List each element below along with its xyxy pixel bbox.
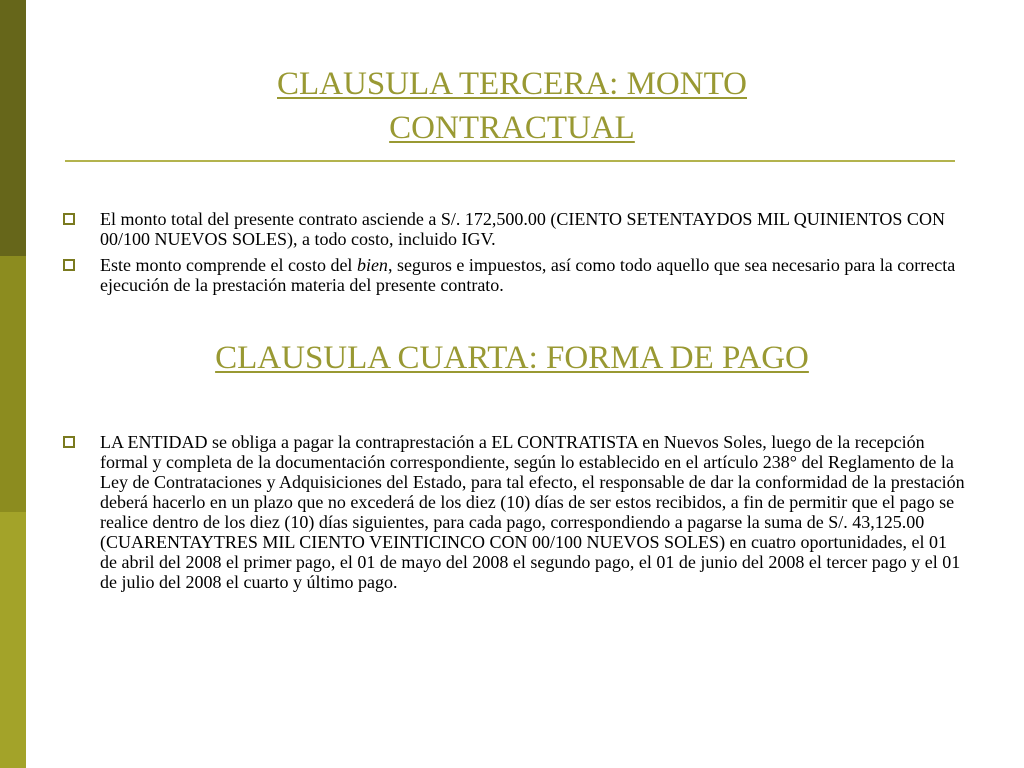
bullet-text-forma-de-pago: LA ENTIDAD se obliga a pagar la contraprestación a EL CONTRATISTA en Nuevos Soles, luego de la recepción formal y completa de la documentación correspondiente, según lo establecido en el artículo 238° del Reglamento de la Ley de Contrataciones y Adquisiciones del Estado, para tal efecto, el responsable de dar la conformidad de la prestación deberá hacerlo en un plazo que no excederá de los diez (10) días de ser estos recibidos, a fin de permitir que el pago se realice dentro de los diez (10) días siguientes, para cada pago, correspondiendo a pagarse la suma de S/. 43,125.00 (CUARENTAYTRES MIL CIENTO VEINTICINCO CON 00/100 NUEVOS SOLES) en cuatro oportunidades, el 01 de abril del 2008 el primer pago, el 01 de mayo del 2008 el segundo pago, el 01 de junio del 2008 el tercer pago y el 01 de julio del 2008 el cuarto y último pago.: [100, 432, 965, 592]
title-line-1: CLAUSULA TERCERA: MONTO: [277, 66, 747, 102]
title-line-2: CONTRACTUAL: [389, 110, 635, 146]
left-accent-bar-middle: [0, 256, 26, 512]
section-title-tercera: [200, 62, 824, 150]
bullet-text-monto-comprende-start: Este monto comprende el costo del: [100, 255, 357, 275]
square-bullet-icon: [63, 436, 75, 448]
bullet-text-monto-comprende-end: , seguros e impuestos, así como todo aquello que sea necesario para la correcta ejecución de la prestación materia del presente contrato.: [100, 255, 956, 295]
square-bullet-icon: [63, 213, 75, 225]
bullet-text-bien-italic: bien: [356, 255, 388, 275]
left-accent-bar-bottom: [0, 512, 26, 768]
bullet-text-monto-total: El monto total del presente contrato asciende a S/. 172,500.00 (CIENTO SETENTAYDOS MIL QUINIENTOS CON 00/100 NUEVOS SOLES), a todo costo, incluido IGV.: [100, 209, 945, 249]
list-item: [62, 209, 967, 249]
bullet-list-tercera: [62, 209, 967, 301]
section-title-cuarta: CLAUSULA CUARTA: FORMA DE PAGO: [215, 340, 809, 376]
title-divider: [65, 160, 955, 162]
square-bullet-icon: [63, 259, 75, 271]
bullet-list-cuarta: [62, 432, 967, 598]
left-accent-bar-top: [0, 0, 26, 256]
list-item: [62, 255, 967, 295]
list-item: [62, 432, 967, 592]
